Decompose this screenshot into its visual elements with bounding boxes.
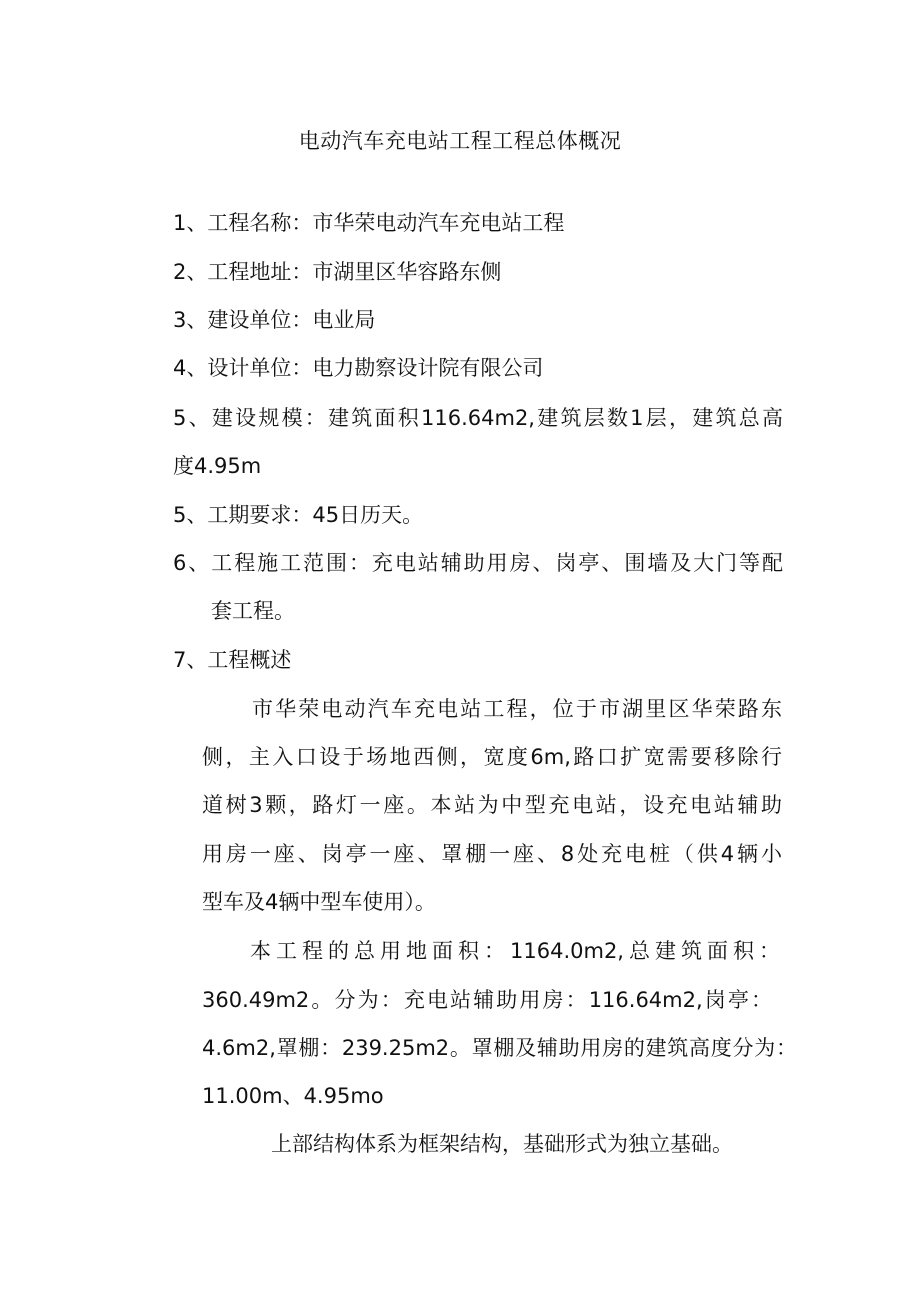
area-line: 360.49m2。分为：充电站辅助用房：116.64m2,岗亭： <box>202 988 772 1012</box>
item-construction-unit: 3、建设单位：电业局 <box>173 308 376 332</box>
item-project-name: 1、工程名称：市华荣电动汽车充电站工程 <box>173 211 565 235</box>
overview-line: 用房一座、岗亭一座、罩棚一座、8处充电桩（供4辆小 <box>202 842 782 866</box>
item-overview-heading: 7、工程概述 <box>173 648 292 672</box>
item-scope: 6、工程施工范围：充电站辅助用房、岗亭、围墙及大门等配 <box>173 551 783 575</box>
area-line: 4.6m2,罩棚：239.25m2。罩棚及辅助用房的建筑高度分为： <box>202 1036 797 1060</box>
area-line: 本工程的总用地面积：1164.0m2,总建筑面积： <box>250 939 780 963</box>
item-scope-cont: 套工程。 <box>211 599 295 623</box>
item-construction-scale: 5、建设规模：建筑面积116.64m2,建筑层数1层，建筑总高 <box>173 406 783 430</box>
area-line: 11.00m、4.95mo <box>202 1084 384 1108</box>
overview-line: 道树3颗，路灯一座。本站为中型充电站，设充电站辅助 <box>202 793 782 817</box>
item-construction-scale-cont: 度4.95m <box>173 454 262 478</box>
item-schedule: 5、工期要求：45日历天。 <box>173 503 424 527</box>
item-design-unit: 4、设计单位：电力勘察设计院有限公司 <box>173 356 544 380</box>
structure-line: 上部结构体系为框架结构，基础形式为独立基础。 <box>271 1132 733 1156</box>
overview-line: 型车及4辆中型车使用）。 <box>202 890 436 914</box>
overview-line: 市华荣电动汽车充电站工程，位于市湖里区华荣路东 <box>252 697 782 721</box>
overview-line: 侧，主入口设于场地西侧，宽度6m,路口扩宽需要移除行 <box>202 745 782 769</box>
item-project-address: 2、工程地址：市湖里区华容路东侧 <box>173 260 502 284</box>
document-title: 电动汽车充电站工程工程总体概况 <box>298 129 622 153</box>
